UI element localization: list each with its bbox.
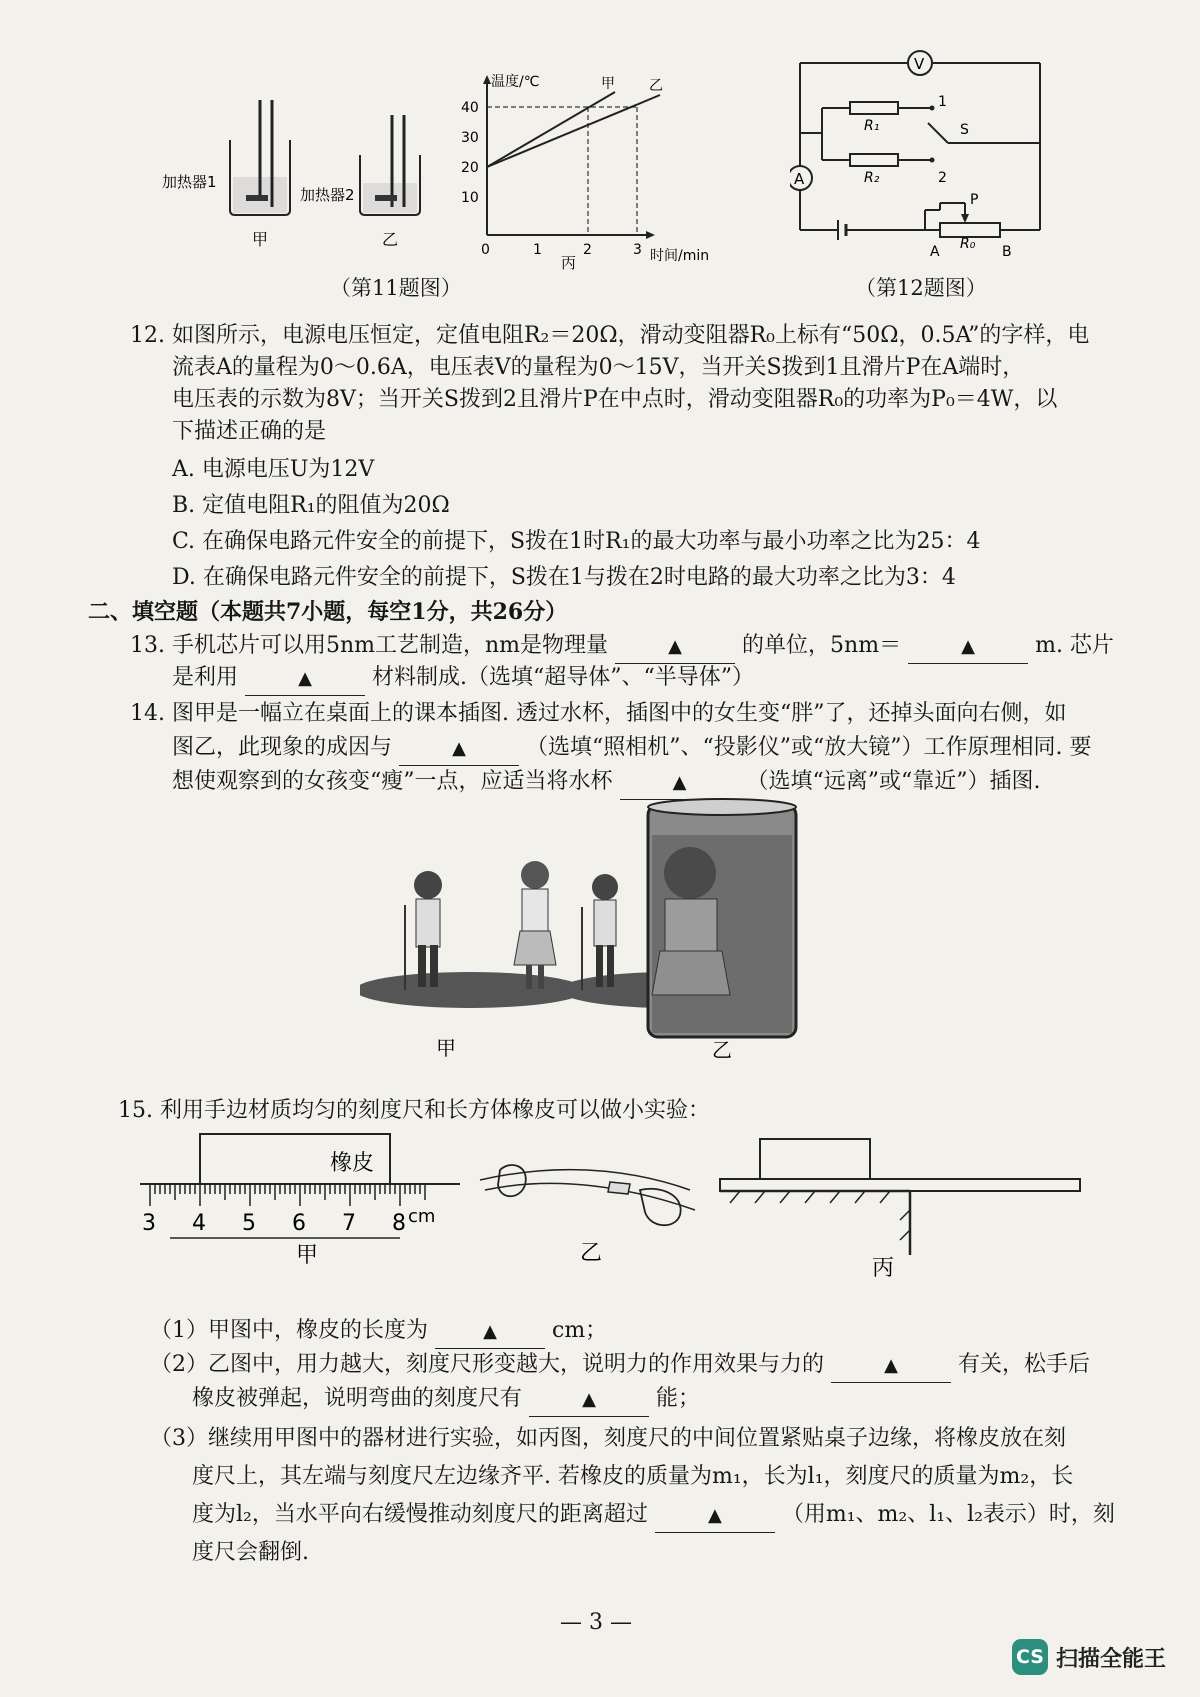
q13-line1 (130, 630, 1114, 664)
girl-figure-yi (664, 847, 716, 899)
fig15-ruler-jia (140, 1130, 470, 1270)
q13-blank-3[interactable] (245, 662, 365, 696)
ytick-20: 20 (461, 160, 479, 176)
q15-blank-1[interactable] (435, 1315, 545, 1349)
graph-ylabel: 温度/℃ (491, 74, 540, 90)
slider-p-label: P (970, 192, 979, 208)
fig15-label-bing: 丙 (872, 1256, 895, 1280)
ruler-tick-7: 7 (342, 1211, 356, 1236)
blank-mark: ▲ (298, 668, 312, 689)
q13-text-2: 的单位，5nm＝ (742, 633, 902, 658)
graph-xlabel: 时间/min (650, 248, 710, 264)
blank-mark: ▲ (707, 1505, 722, 1526)
q12-option-b: B. 定值电阻R₁的阻值为20Ω (172, 493, 450, 518)
ytick-40: 40 (461, 100, 479, 116)
q12-option-c: C. 在确保电路元件安全的前提下，S拨在1时R₁的最大功率与最小功率之比为25：4 (172, 529, 981, 554)
blank-mark: ▲ (452, 738, 466, 759)
q14-blank-1[interactable] (399, 732, 519, 766)
fig15-label-yi: 乙 (580, 1241, 603, 1266)
q15-text-2c: 橡皮被弹起，说明弯曲的刻度尺有 (192, 1386, 523, 1411)
q12-line2: 流表A的量程为0～0.6A，电压表V的量程为0～15V，当开关S拨到1且滑片P在A端时， (172, 355, 1025, 380)
ruler-tick-6: 6 (292, 1211, 306, 1236)
q12-line4: 下描述正确的是 (172, 419, 327, 444)
terminal-2-label: 2 (938, 170, 947, 186)
q14-line2 (172, 732, 1092, 766)
q15-text-2d: 能； (656, 1386, 701, 1411)
q15-sub2-line1 (150, 1349, 1090, 1383)
ruler-tick-8: 8 (392, 1211, 406, 1236)
q15-sub1 (150, 1315, 607, 1349)
ammeter-label: A (794, 170, 805, 188)
q15-text-3d: （用m₁、m₂、l₁、l₂表示）时，刻 (781, 1502, 1115, 1527)
q12-line3: 电压表的示数为8V；当开关S拨到2且滑片P在中点时，滑动变阻器R₀的功率为P₀＝4W，以 (172, 387, 1058, 412)
r0-label: R₀ (960, 236, 976, 252)
heater2-label: 加热器2 (300, 186, 355, 204)
terminal-1-label: 1 (938, 94, 947, 110)
heater1-label: 加热器1 (162, 173, 217, 191)
ruler-tick-4: 4 (192, 1211, 206, 1236)
scanner-watermark (1012, 1639, 1166, 1675)
q13-text-5: 材料制成.（选填“超导体”、“半导体”） (372, 665, 754, 690)
xtick-3: 3 (633, 242, 642, 258)
ruler-unit: cm (408, 1206, 436, 1227)
q15-sub3-line2: 度尺上，其左端与刻度尺左边缘齐平. 若橡皮的质量为m₁，长为l₁，刻度尺的质量为m₂，长 (192, 1464, 1074, 1489)
q15-blank-2[interactable] (831, 1349, 951, 1383)
voltmeter-label: V (914, 55, 925, 73)
fig14-label-yi: 乙 (712, 1038, 732, 1062)
q15-text-1b: cm； (552, 1318, 608, 1343)
q14-line1: 14. 图甲是一幅立在桌面上的课本插图. 透过水杯，插图中的女生变“胖”了，还掉头面向右侧，如 (130, 701, 1067, 726)
scanner-logo-badge: CS (1012, 1639, 1048, 1675)
q15-text-3c: 度为l₂，当水平向右缓慢推动刻度尺的距离超过 (192, 1502, 648, 1527)
blank-mark: ▲ (884, 1355, 898, 1376)
fig12-circuit (790, 48, 1060, 268)
boy-figure-yi (592, 874, 618, 900)
q15-text-1a: （1）甲图中，橡皮的长度为 (150, 1318, 428, 1343)
xtick-2: 2 (583, 242, 592, 258)
fig14-label-jia: 甲 (436, 1036, 456, 1060)
blank-mark: ▲ (582, 1389, 596, 1410)
fig11-graph (455, 70, 715, 270)
q14-text-2b: （选填“照相机”、“投影仪”或“放大镜”）工作原理相同. 要 (526, 735, 1092, 760)
ruler-ticks (150, 1184, 425, 1206)
hand-right (640, 1189, 681, 1225)
q14-text-3a: 想使观察到的女孩变“瘦”一点，应适当将水杯 (172, 769, 613, 794)
end-b-label: B (1002, 244, 1012, 260)
eraser-small (608, 1182, 630, 1194)
q14-text-3b: （选填“远离”或“靠近”）插图. (746, 769, 1041, 794)
q13-blank-1[interactable] (615, 630, 735, 664)
q13-text-4: 是利用 (172, 665, 239, 690)
fig15-table-bing (710, 1135, 1090, 1280)
boy-figure-jia (414, 871, 442, 899)
q15-text-2a: （2）乙图中，用力越大，刻度尺形变越大，说明力的作用效果与力的 (150, 1352, 824, 1377)
q15-text-2b: 有关，松手后 (958, 1352, 1091, 1377)
q12-option-d: D. 在确保电路元件安全的前提下，S拨在1与拨在2时电路的最大功率之比为3：4 (172, 565, 956, 590)
q15-sub3-line3 (192, 1499, 1115, 1533)
q14-text-2a: 图乙，此现象的成因与 (172, 735, 393, 760)
girl-figure-jia (521, 861, 549, 889)
section-2-heading: 二、填空题（本题共7小题，每空1分，共26分） (88, 599, 568, 625)
r2-label: R₂ (864, 170, 880, 186)
q12-line1: 12. 如图所示，电源电压恒定，定值电阻R₂＝20Ω，滑动变阻器R₀上标有“50Ω，0.5A”的字样，电 (130, 323, 1090, 348)
q13-text-3: m. 芯片 (1035, 633, 1114, 658)
ytick-10: 10 (461, 190, 479, 206)
fig15-label-jia: 甲 (296, 1243, 319, 1268)
blank-mark: ▲ (483, 1321, 497, 1342)
q15-sub3-line1: （3）继续用甲图中的器材进行实验，如丙图，刻度尺的中间位置紧贴桌子边缘，将橡皮放在刻 (150, 1426, 1067, 1451)
hand-left (498, 1165, 526, 1196)
fig14-illustration (360, 795, 870, 1065)
q13-line2 (172, 662, 754, 696)
eraser-label: 橡皮 (330, 1151, 375, 1176)
fig11-label-jia: 甲 (252, 230, 269, 249)
scanner-logo-text: 扫描全能王 (1055, 1646, 1166, 1672)
fig12-caption: （第12题图） (855, 276, 987, 300)
r1-label: R₁ (864, 118, 880, 134)
ruler-tick-3: 3 (142, 1211, 156, 1236)
ytick-30: 30 (461, 130, 479, 146)
blank-mark: ▲ (668, 636, 682, 657)
q12-option-a: A. 电源电压U为12V (172, 457, 375, 482)
line-jia-label: 甲 (601, 76, 615, 92)
end-a-label: A (930, 244, 940, 260)
switch-s-label: S (960, 122, 969, 138)
fig11-beakers (160, 95, 460, 255)
q13-blank-2[interactable] (908, 630, 1028, 664)
blank-mark: ▲ (961, 636, 975, 657)
xtick-1: 1 (533, 242, 542, 258)
ruler-on-table (720, 1179, 1080, 1191)
q15-sub3-line4: 度尺会翻倒. (192, 1540, 309, 1565)
fig15-bending-yi (470, 1160, 710, 1270)
q15-sub2-line2 (192, 1383, 700, 1417)
fig11-caption: （第11题图） (330, 276, 462, 300)
blank-mark: ▲ (672, 772, 687, 793)
ruler-tick-5: 5 (242, 1211, 256, 1236)
fig11-label-bing: 丙 (561, 254, 577, 270)
xtick-0: 0 (481, 242, 490, 258)
q15-blank-4[interactable] (655, 1499, 775, 1533)
eraser-on-ruler (760, 1139, 870, 1179)
page-number: — 3 — (560, 1610, 632, 1635)
q15-intro: 15. 利用手边材质均匀的刻度尺和长方体橡皮可以做小实验： (118, 1098, 710, 1123)
fig11-label-yi: 乙 (382, 230, 399, 249)
q15-blank-3[interactable] (529, 1383, 649, 1417)
line-yi-label: 乙 (649, 78, 663, 94)
q13-text-1: 13. 手机芯片可以用5nm工艺制造，nm是物理量 (130, 633, 609, 658)
